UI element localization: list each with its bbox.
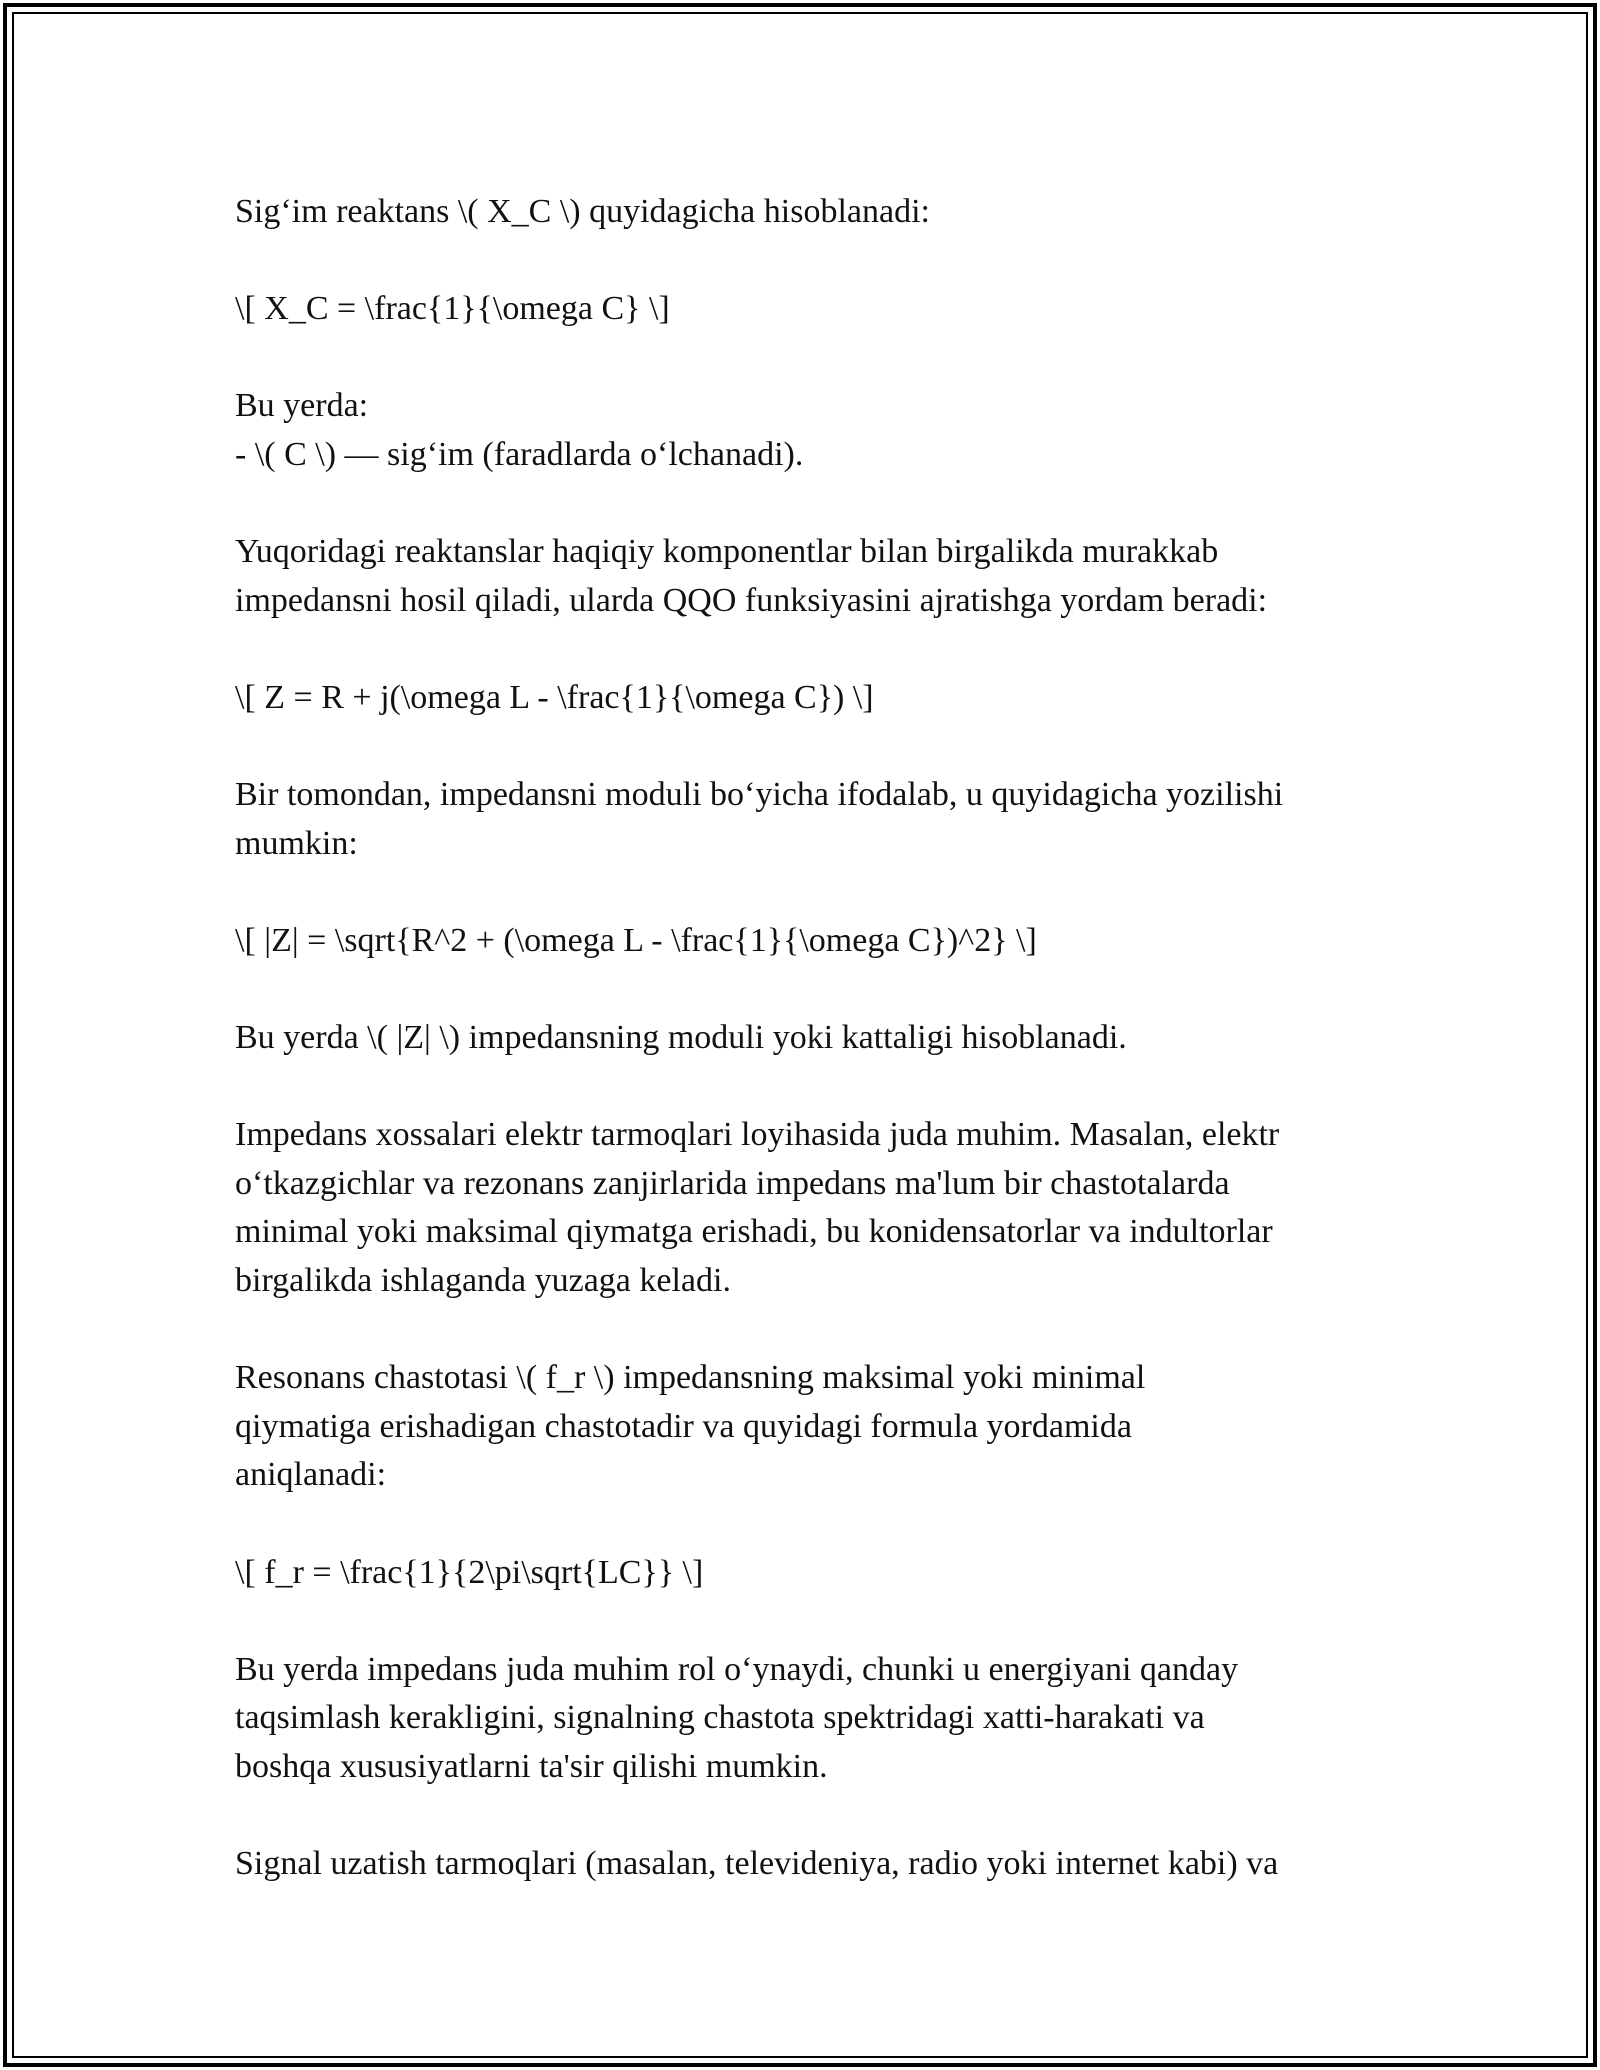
- formula-impedance: [235, 674, 1385, 723]
- text-line: Resonans chastotasi \( f_r \) impedansning maksimal yoki minimal: [235, 1359, 1146, 1397]
- formula-impedance-modulus: [235, 917, 1385, 966]
- formula-line: \[ Z = R + j(\omega L - \frac{1}{\omega C}) \]: [235, 678, 874, 716]
- formula-resonance-frequency: [235, 1549, 1385, 1598]
- text-line: Bir tomondan, impedansni moduli bo‘yicha ifodalab, u quyidagicha yozilishi: [235, 776, 1284, 814]
- text-line: Yuqoridagi reaktanslar haqiqiy komponentlar bilan birgalikda murakkab: [235, 533, 1219, 571]
- text-line: boshqa xususiyatlarni ta'sir qilishi mumkin.: [235, 1748, 828, 1785]
- paragraph-capacitive-reactance-intro: [235, 188, 1385, 237]
- formula-line: \[ |Z| = \sqrt{R^2 + (\omega L - \frac{1}{\omega C})^2} \]: [235, 921, 1037, 959]
- text-line: - \( C \) — sig‘im (faradlarda o‘lchanadi).: [235, 435, 804, 473]
- text-line: minimal yoki maksimal qiymatga erishadi, bu konidensatorlar va indultorlar: [235, 1213, 1273, 1251]
- text-line: Signal uzatish tarmoqlari (masalan, televideniya, radio yoki internet kabi) va: [235, 1845, 1279, 1883]
- text-line: impedansni hosil qiladi, ularda QQO funksiyasini ajratishga yordam beradi:: [235, 581, 1268, 619]
- text-line: Bu yerda:: [235, 387, 369, 425]
- formula-line: \[ f_r = \frac{1}{2\pi\sqrt{LC}} \]: [235, 1553, 704, 1591]
- document-body: [235, 188, 1385, 1937]
- paragraph-resonance-frequency: [235, 1354, 1385, 1500]
- text-line: mumkin:: [235, 824, 358, 862]
- text-line: qiymatiga erishadigan chastotadir va quyidagi formula yordamida: [235, 1407, 1132, 1445]
- text-line: aniqlanadi:: [235, 1456, 387, 1494]
- text-line: Sig‘im reaktans \( X_C \) quyidagicha hisoblanadi:: [235, 193, 930, 230]
- paragraph-complex-impedance: [235, 528, 1385, 625]
- formula-line: \[ X_C = \frac{1}{\omega C} \]: [235, 290, 670, 328]
- text-line: Impedans xossalari elektr tarmoqlari loyihasida juda muhim. Masalan, elektr: [235, 1116, 1280, 1154]
- text-line: Bu yerda \( |Z| \) impedansning moduli yoki kattaligi hisoblanadi.: [235, 1019, 1127, 1057]
- paragraph-impedance-properties: [235, 1111, 1385, 1305]
- text-line: birgalikda ishlaganda yuzaga keladi.: [235, 1262, 731, 1300]
- text-line: taqsimlash kerakligini, signalning chastota spektridagi xatti-harakati va: [235, 1699, 1205, 1737]
- text-line: o‘tkazgichlar va rezonans zanjirlarida impedans ma'lum bir chastotalarda: [235, 1164, 1230, 1202]
- paragraph-where-definitions: [235, 382, 1385, 479]
- paragraph-signal-transmission: [235, 1840, 1385, 1889]
- text-line: Bu yerda impedans juda muhim rol o‘ynaydi, chunki u energiyani qanday: [235, 1650, 1239, 1688]
- paragraph-impedance-modulus-intro: [235, 771, 1385, 868]
- formula-capacitive-reactance: [235, 285, 1385, 334]
- paragraph-modulus-explanation: [235, 1014, 1385, 1063]
- paragraph-impedance-role: [235, 1646, 1385, 1792]
